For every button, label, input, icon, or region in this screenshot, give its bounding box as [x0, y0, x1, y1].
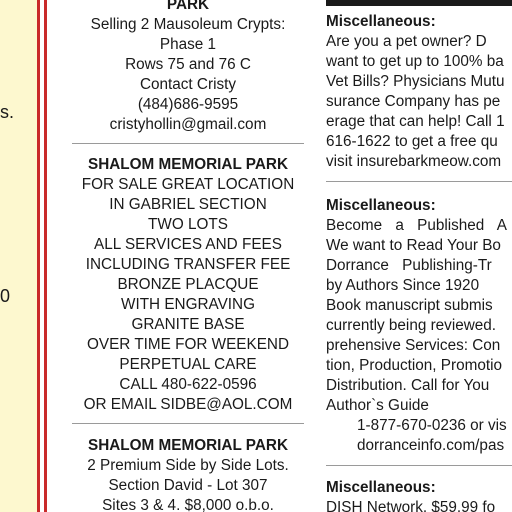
ad-line: DISH Network. $59.99 fo — [326, 499, 496, 512]
ad-line: Rows 75 and 76 C — [125, 56, 251, 73]
ad-line: currently being reviewed. — [326, 317, 497, 334]
ad-divider — [326, 465, 512, 466]
ad-line: Vet Bills? Physicians Mutu — [326, 73, 505, 90]
ad-line: INCLUDING TRANSFER FEE — [85, 256, 291, 273]
ad-line: want to get up to 100% ba — [326, 53, 504, 70]
ad-line: BRONZE PLACQUE — [117, 276, 259, 293]
ad-line: Author`s Guide — [326, 397, 429, 414]
ad-line: surance Company has pe — [326, 93, 501, 110]
ad-line: Become a Published A — [326, 217, 507, 234]
ad-divider — [72, 423, 304, 424]
ad-heading: Miscellaneous: — [326, 197, 436, 214]
ad-line: GRANITE BASE — [131, 316, 245, 333]
ad-line: Selling 2 Mausoleum Crypts: — [90, 16, 286, 33]
ad-line: erage that can help! Call 1 — [326, 113, 505, 130]
ad-divider — [72, 143, 304, 144]
column-header-bar — [326, 0, 512, 6]
ad-line: OVER TIME FOR WEEKEND — [87, 336, 289, 353]
ad-line: prehensive Services: Con — [326, 337, 501, 354]
column-rule-left — [37, 0, 40, 512]
ad-line: visit insurebarkmeow.com — [326, 153, 502, 170]
ad-heading: SHALOM MEMORIAL PARK — [88, 437, 288, 454]
ad-heading: SHALOM MEMORIAL PARK — [88, 156, 288, 173]
ad-line: Sites 3 & 4. $8,000 o.b.o. — [102, 497, 274, 512]
ad-line: Distribution. Call for You — [326, 377, 490, 394]
ad-line: Book manuscript submis — [326, 297, 493, 314]
ad-email: OR EMAIL SIDBE@AOL.COM — [83, 396, 293, 413]
left-text-fragment: 0 — [0, 286, 11, 306]
ad-email: cristyhollin@gmail.com — [109, 116, 267, 133]
ad-line: FOR SALE GREAT LOCATION — [81, 176, 295, 193]
ad-phone: CALL 480-622-0596 — [119, 376, 257, 393]
ad-line: Are you a pet owner? D — [326, 33, 487, 50]
ad-line: TWO LOTS — [148, 216, 228, 233]
ad-line: ALL SERVICES AND FEES — [94, 236, 282, 253]
classifieds-middle-column — [50, 0, 326, 512]
ad-line: WITH ENGRAVING — [121, 296, 255, 313]
classifieds-right-column — [326, 0, 512, 512]
left-text-fragment: s. — [0, 102, 15, 122]
ad-phone: 1-877-670-0236 or vis — [357, 417, 507, 434]
ad-line: Section David - Lot 307 — [108, 477, 268, 494]
ad-heading: Miscellaneous: — [326, 13, 436, 30]
left-column-fragment — [0, 0, 37, 512]
ad-line: tion, Production, Promotio — [326, 357, 503, 374]
ad-divider — [326, 181, 512, 182]
ad-line: IN GABRIEL SECTION — [109, 196, 267, 213]
ad-line: by Authors Since 1920 — [326, 277, 480, 294]
ad-line: PERPETUAL CARE — [119, 356, 257, 373]
column-rule-right — [44, 0, 47, 512]
ad-heading: PARK — [166, 0, 210, 13]
ad-heading: Miscellaneous: — [326, 479, 436, 496]
ad-line: Contact Cristy — [139, 76, 237, 93]
ad-line: Dorrance Publishing-Tr — [326, 257, 492, 274]
ad-line: We want to Read Your Bo — [326, 237, 501, 254]
ad-line: 616-1622 to get a free qu — [326, 133, 498, 150]
ad-url: dorranceinfo.com/pas — [357, 437, 505, 454]
ad-phone: (484)686-9595 — [137, 96, 239, 113]
ad-line: Phase 1 — [159, 36, 217, 53]
ad-line: 2 Premium Side by Side Lots. — [87, 457, 289, 474]
